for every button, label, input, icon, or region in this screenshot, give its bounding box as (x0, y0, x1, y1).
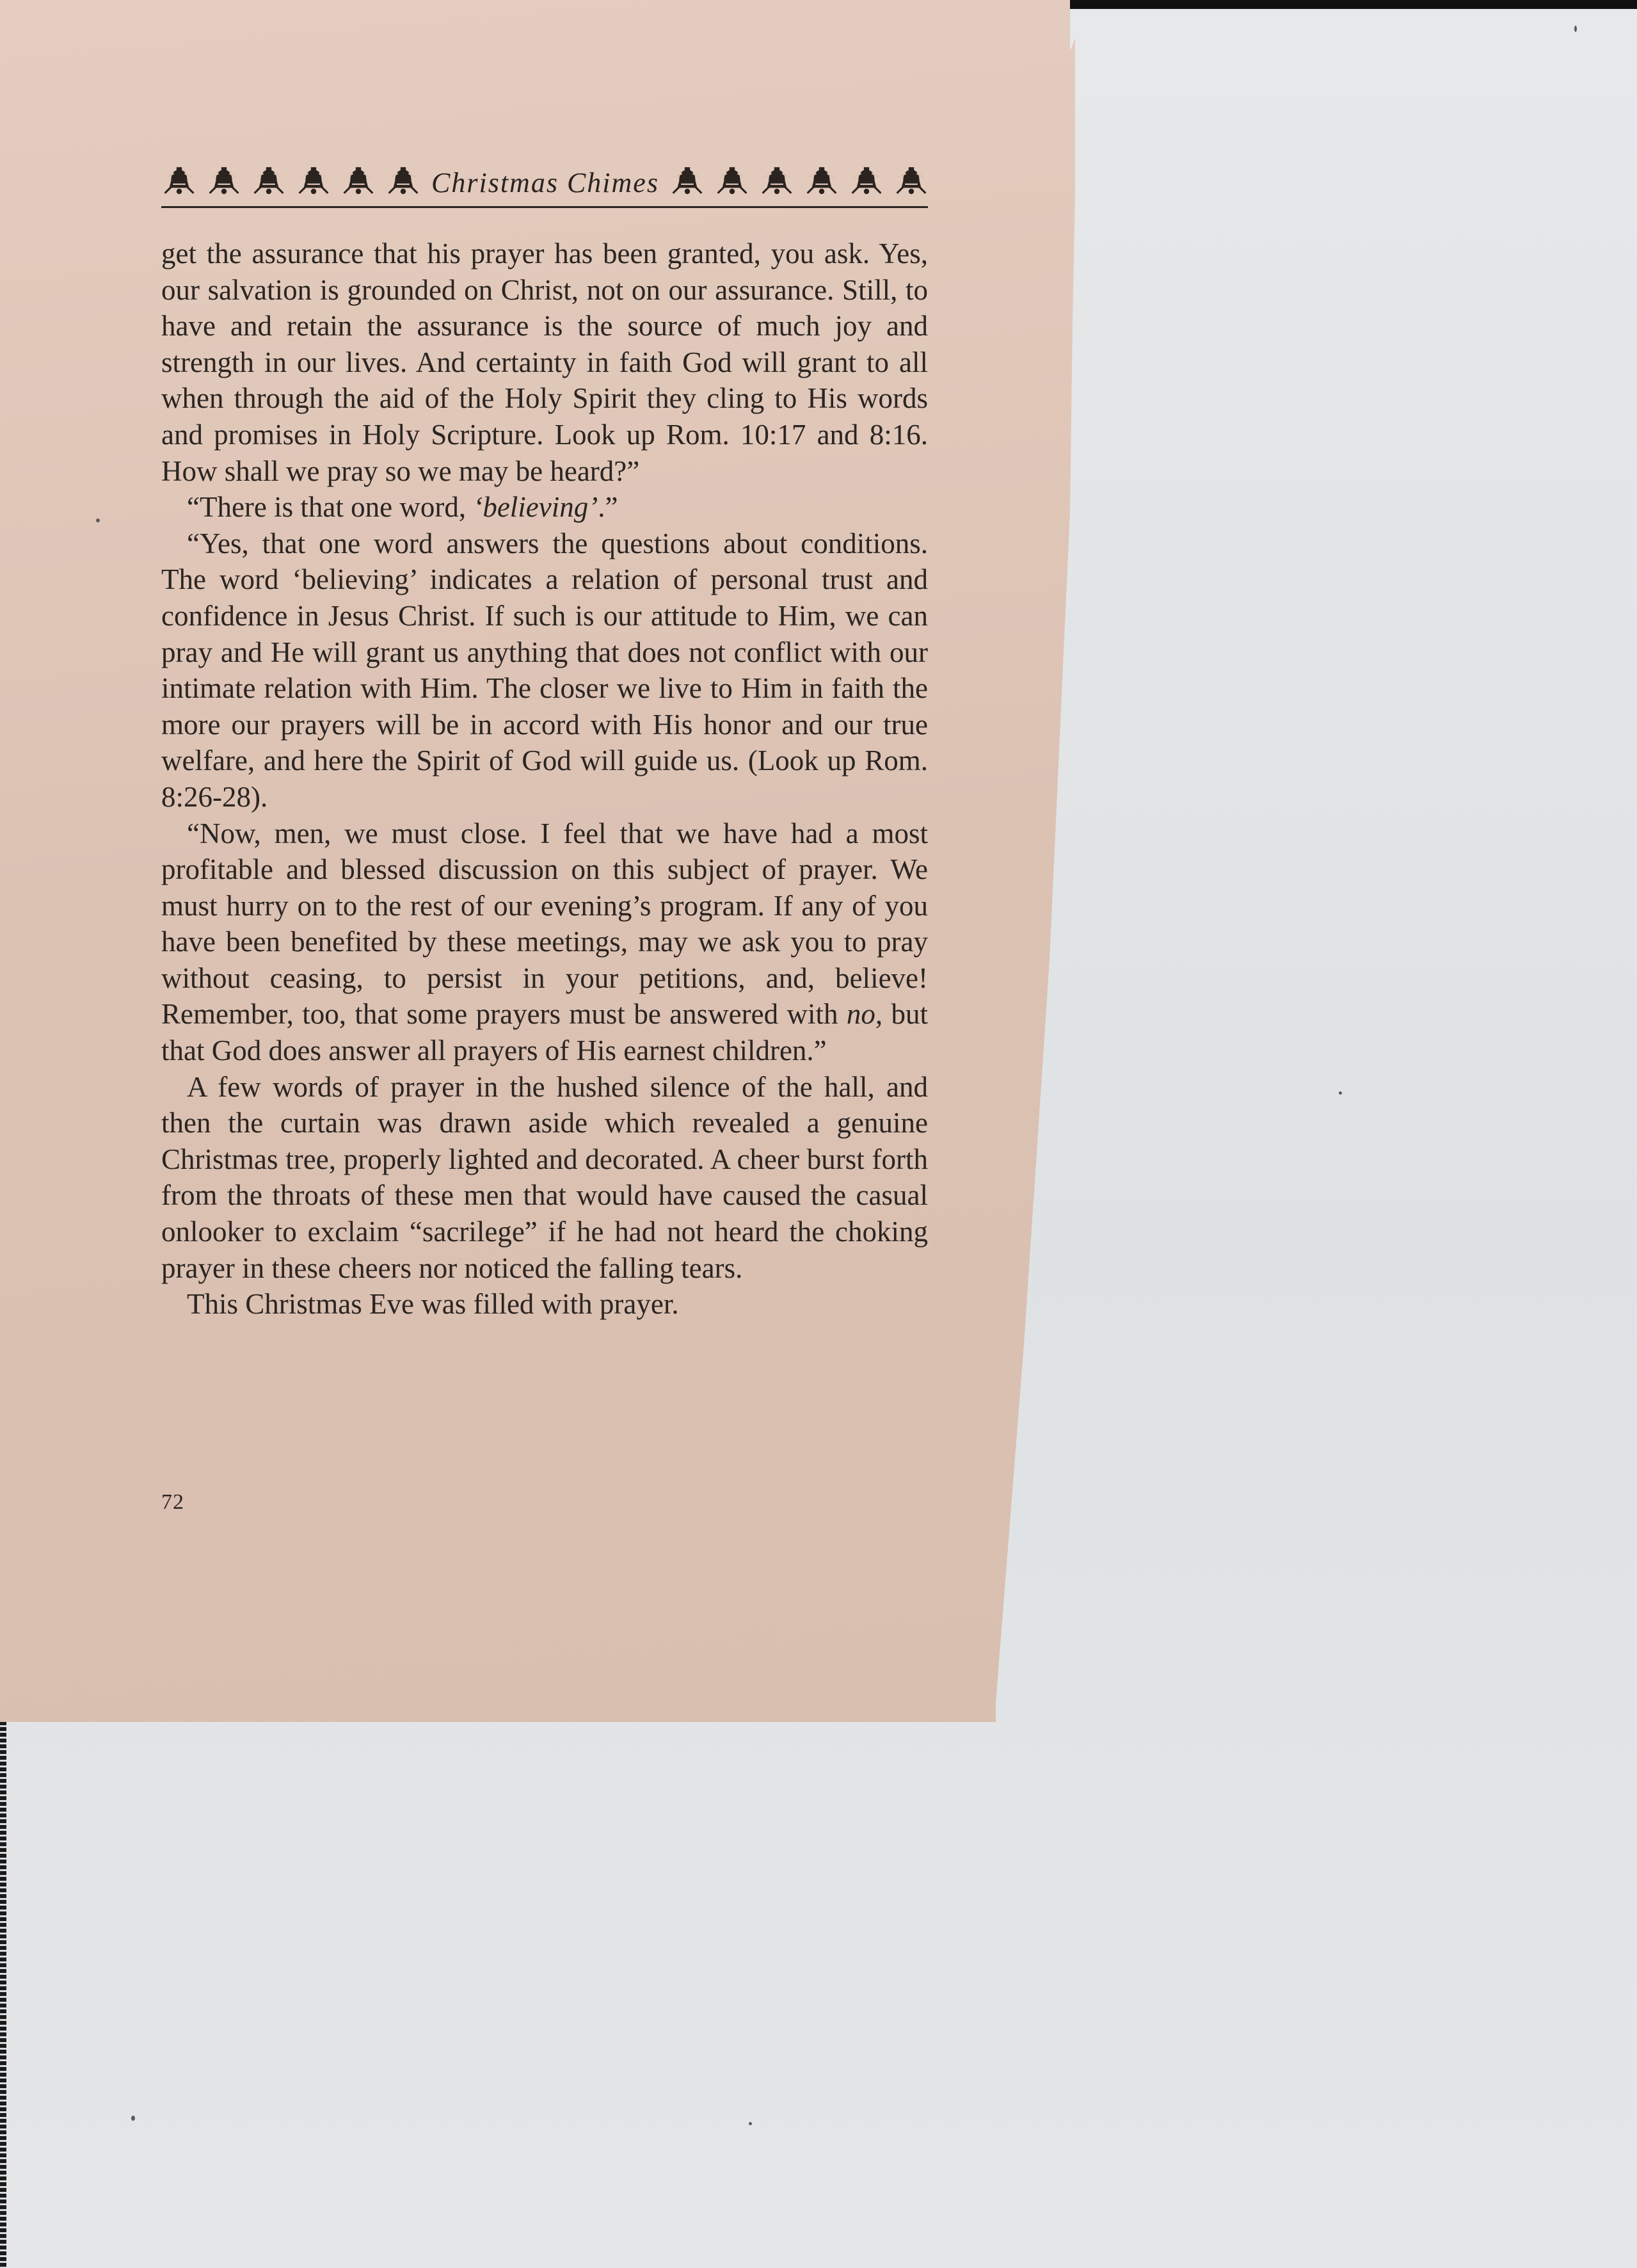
bell-ornament-icon (251, 165, 287, 200)
running-head (161, 163, 929, 202)
paragraph-3: “Yes, that one word answers the questions about conditions. The word ‘believing’ indicates a relation of personal trust and confidence in Jesus Christ. If such is our attitude to Him, we can pray and He will grant us anything that does not conflict with our intimate relation with Him. The closer we live to Him in faith the more our prayers will be in accord with His honor and our true welfare, and here the Spirit of God will guide us. (Look up Rom. 8:26-28). (161, 527, 928, 813)
emphasis-believing: ‘believing’ (473, 491, 598, 524)
emphasis-no: no, (846, 998, 883, 1031)
bell-ornament-icon (849, 165, 884, 200)
paragraph-6: This Christmas Eve was filled with prayer. (187, 1288, 679, 1321)
paragraph-5: A few words of prayer in the hushed silence of the hall, and then the curtain was drawn aside which revealed a genuine Christmas tree, properly lighted and decorated. A cheer burst forth from the throats of these men that would have caused the casual onlooker to exclaim “sacrilege” if he had not heard the choking prayer in these cheers nor noticed the falling tears. (161, 1070, 928, 1284)
ornament-group-left (161, 165, 421, 200)
paragraph-1: get the assurance that his prayer has been granted, you ask. Yes, our salvation is grounded on Christ, not on our assurance. Still, to have and retain the assurance is the source of much joy and strength in our lives. And certainty in faith God will grant to all when through the aid of the Holy Spirit they cling to His words and promises in Holy Scripture. Look up Rom. 10:17 and 8:16. How shall we pray so we may be heard?” (161, 237, 928, 487)
paragraph-4: “Now, men, we must close. I feel that we have had a most profitable and blessed discussion on this subject of prayer. We must hurry on to the rest of our evening’s program. If any of you have been benefited by these meetings, may we ask you to pray without ceasing, to persist in your petitions, and, believe! Remember, too, that some prayers must be answered with no, but that God does answer all prayers of His earnest children.” (161, 817, 928, 1067)
paragraph-2 (161, 489, 928, 526)
bell-ornament-icon (206, 165, 242, 200)
dust-speck (131, 2116, 135, 2121)
running-head-rule (161, 206, 928, 208)
page-number: 72 (161, 1490, 184, 1514)
running-head-title: Christmas Chimes (431, 166, 659, 198)
bell-ornament-icon (340, 165, 376, 200)
paragraph-2-text: “There is that one word, ‘believing’.” (187, 491, 618, 524)
dust-speck (1574, 26, 1577, 32)
bell-ornament-icon (161, 165, 197, 200)
bell-ornament-icon (759, 165, 795, 200)
bell-ornament-icon (385, 165, 421, 200)
bell-ornament-icon (669, 165, 705, 200)
dust-speck (749, 2122, 752, 2125)
body-text (161, 236, 928, 1323)
ornament-group-right (669, 165, 929, 200)
dust-speck (96, 519, 100, 522)
bell-ornament-icon (804, 165, 840, 200)
bell-ornament-icon (893, 165, 929, 200)
bell-ornament-icon (714, 165, 750, 200)
dust-speck (1339, 1091, 1342, 1095)
scan-left-edge (0, 1716, 6, 2268)
bell-ornament-icon (296, 165, 331, 200)
